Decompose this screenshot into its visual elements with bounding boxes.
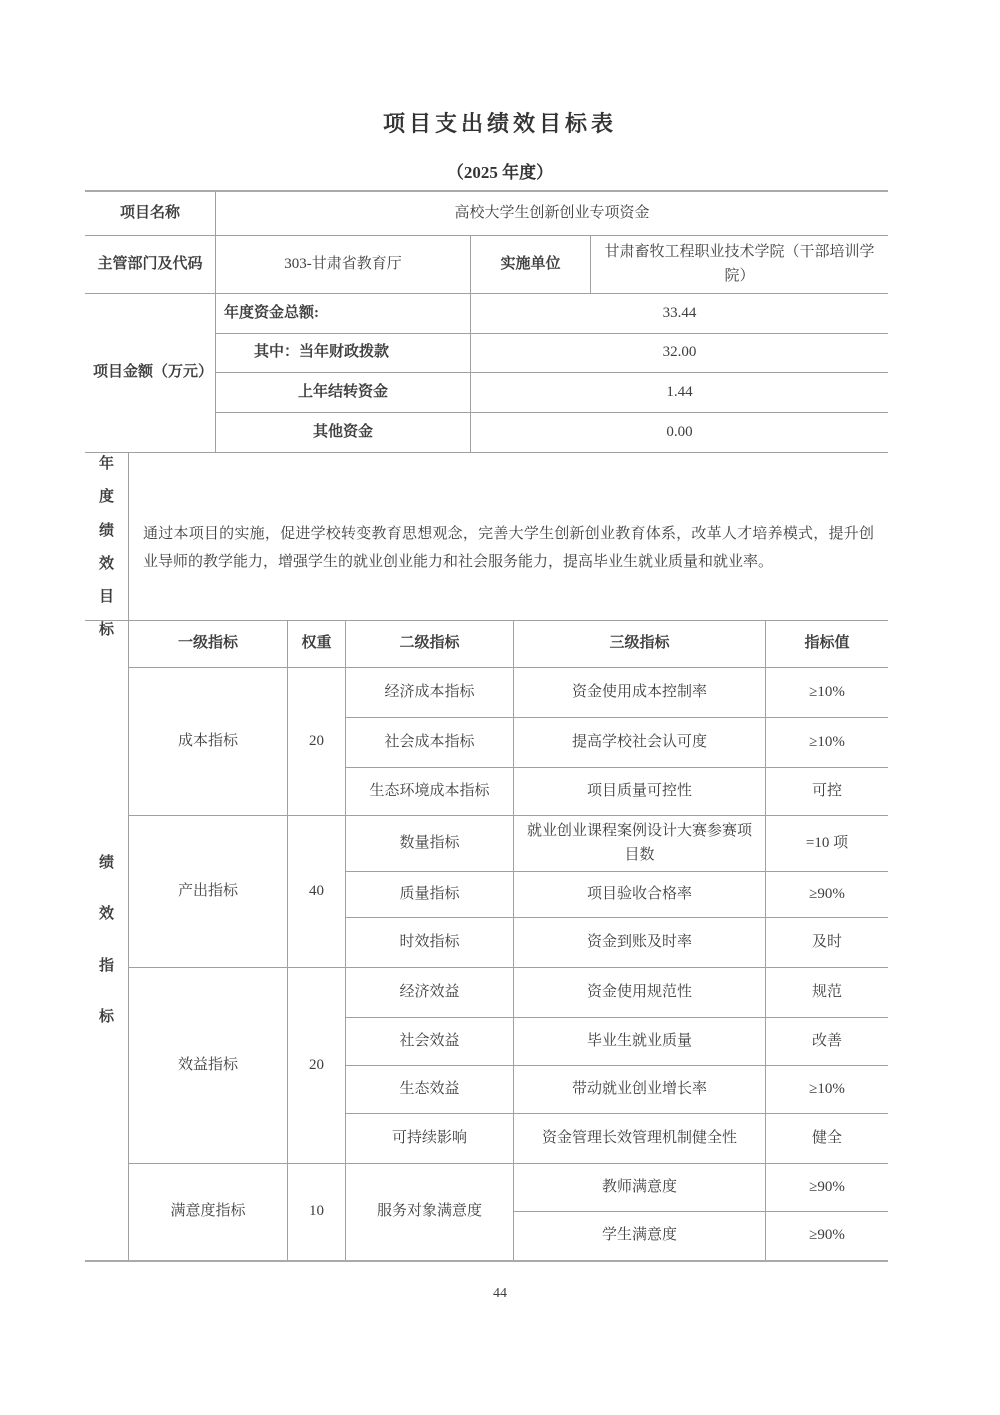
- annual-goal-content: 通过本项目的实施，促进学校转变教育思想观念，完善大学生创新创业教育体系，改革人才培养模式，提升创业导师的教学能力，增强学生的就业创业能力和社会服务能力，提高毕业生就业质量和就业率。: [143, 525, 874, 570]
- page-number: 44: [493, 1286, 507, 1301]
- value-cell: ≥90%: [765, 1212, 888, 1260]
- department-value: 303-甘肃省教育厅: [215, 236, 470, 293]
- indicator-label-char: 指: [98, 957, 114, 974]
- page-subtitle: （2025 年度）: [446, 163, 554, 182]
- header-value: 指标值: [765, 621, 888, 668]
- department-row: [85, 236, 888, 294]
- project-name-label: 项目名称: [119, 204, 180, 221]
- implement-unit-label: 实施单位: [470, 236, 590, 293]
- level2-cell: 生态环境成本指标: [345, 768, 513, 816]
- group-name-cost: 成本指标: [128, 668, 287, 816]
- group-weight-benefit: 20: [287, 968, 345, 1164]
- group-weight-satisfaction: 10: [287, 1164, 345, 1260]
- group-name-benefit: 效益指标: [128, 968, 287, 1164]
- level2-cell-merged: 服务对象满意度: [345, 1164, 513, 1260]
- annual-goal-section: [85, 453, 888, 639]
- value-cell: ≥10%: [765, 668, 888, 718]
- annual-goal-content-cell: [128, 453, 888, 643]
- header-level2: 二级指标: [345, 621, 513, 668]
- level3-cell: 带动就业创业增长率: [513, 1066, 765, 1114]
- level2-cell: 社会成本指标: [345, 718, 513, 768]
- amount-label-total: 年度资金总额:: [215, 294, 470, 334]
- indicator-label-char: 效: [98, 906, 114, 923]
- amount-label-carryover: 上年结转资金: [215, 373, 470, 413]
- level3-cell: 就业创业课程案例设计大赛参赛项目数: [513, 816, 765, 872]
- annual-goal-label-char: 年: [98, 456, 114, 472]
- indicator-label-char: 标: [98, 1008, 114, 1025]
- level3-cell: 资金到账及时率: [513, 918, 765, 968]
- indicator-section: [85, 621, 888, 1260]
- project-name-value: 高校大学生创新创业专项资金: [215, 192, 888, 235]
- group-name-satisfaction: 满意度指标: [128, 1164, 287, 1260]
- level2-cell: 数量指标: [345, 816, 513, 872]
- header-level3: 三级指标: [513, 621, 765, 668]
- level2-cell: 社会效益: [345, 1018, 513, 1066]
- header-weight: 权重: [287, 621, 345, 668]
- annual-goal-label-char: 效: [98, 555, 114, 572]
- level3-cell: 教师满意度: [513, 1164, 765, 1212]
- annual-goal-label-char: 度: [98, 489, 114, 506]
- value-cell: 规范: [765, 968, 888, 1018]
- annual-goal-label-char: 目: [98, 589, 114, 605]
- value-cell: 可控: [765, 768, 888, 816]
- value-cell: 改善: [765, 1018, 888, 1066]
- implement-unit-value: 甘肃畜牧工程职业技术学院（干部培训学院）: [590, 236, 888, 293]
- level3-cell: 提高学校社会认可度: [513, 718, 765, 768]
- amount-label-other: 其他资金: [215, 413, 470, 452]
- level3-cell: 毕业生就业质量: [513, 1018, 765, 1066]
- annual-goal-label: [85, 453, 128, 643]
- level3-cell: 资金使用成本控制率: [513, 668, 765, 718]
- value-cell: ≥10%: [765, 1066, 888, 1114]
- annual-goal-label-char: 绩: [98, 522, 114, 539]
- performance-target-table: [85, 190, 888, 1262]
- level3-cell: 项目质量可控性: [513, 768, 765, 816]
- level2-cell: 经济效益: [345, 968, 513, 1018]
- level2-cell: 生态效益: [345, 1066, 513, 1114]
- level2-cell: 经济成本指标: [345, 668, 513, 718]
- amount-value-other: 0.00: [470, 413, 888, 452]
- amount-section-label: 项目金额（万元）: [93, 364, 214, 381]
- amount-value-carryover: 1.44: [470, 373, 888, 413]
- indicator-section-label: [85, 621, 128, 1260]
- level3-cell: 项目验收合格率: [513, 872, 765, 918]
- amount-section: [85, 294, 888, 453]
- value-cell: =10 项: [765, 816, 888, 872]
- page-title: 项目支出绩效目标表: [382, 111, 617, 136]
- value-cell: 及时: [765, 918, 888, 968]
- annual-goal-label-char: 标: [98, 622, 114, 639]
- amount-value-total: 33.44: [470, 294, 888, 334]
- amount-value-fiscal: 32.00: [470, 334, 888, 373]
- value-cell: ≥90%: [765, 872, 888, 918]
- value-cell: ≥90%: [765, 1164, 888, 1212]
- group-weight-output: 40: [287, 816, 345, 968]
- level2-cell: 时效指标: [345, 918, 513, 968]
- value-cell: 健全: [765, 1114, 888, 1164]
- level3-cell: 资金管理长效管理机制健全性: [513, 1114, 765, 1164]
- department-label: 主管部门及代码: [97, 255, 203, 272]
- project-name-row: [85, 192, 888, 236]
- group-weight-cost: 20: [287, 668, 345, 816]
- level2-cell: 可持续影响: [345, 1114, 513, 1164]
- level2-cell: 质量指标: [345, 872, 513, 918]
- header-level1: 一级指标: [128, 621, 287, 668]
- value-cell: ≥10%: [765, 718, 888, 768]
- level3-cell: 学生满意度: [513, 1212, 765, 1260]
- level3-cell: 资金使用规范性: [513, 968, 765, 1018]
- amount-label-fiscal: 其中：当年财政拨款: [215, 334, 470, 373]
- indicator-label-char: 绩: [98, 855, 114, 871]
- group-name-output: 产出指标: [128, 816, 287, 968]
